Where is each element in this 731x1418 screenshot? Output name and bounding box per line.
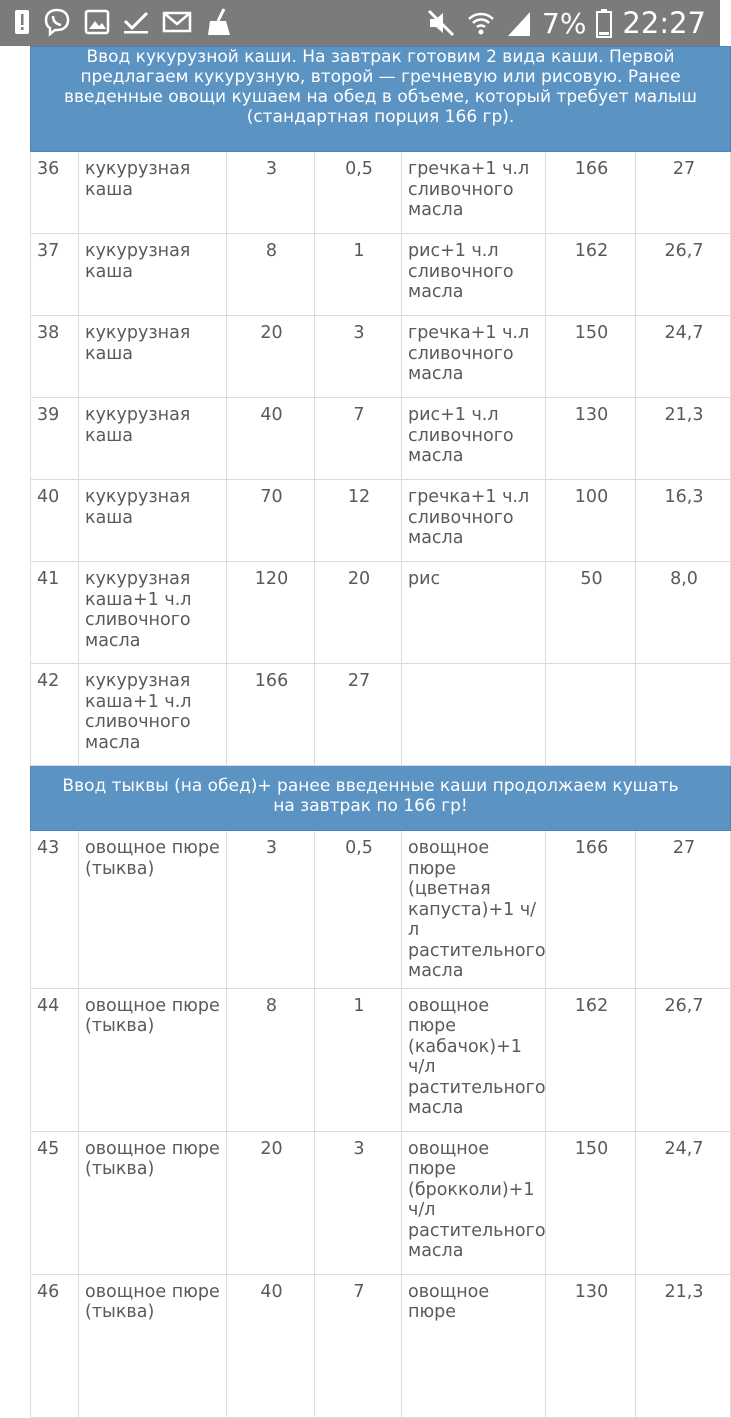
mail-icon	[162, 10, 192, 34]
day-cell: 39	[31, 398, 79, 480]
table-row	[31, 988, 731, 1131]
food-cell: кукурузная каша	[79, 480, 227, 562]
mute-icon	[426, 8, 456, 38]
day-cell: 38	[31, 316, 79, 398]
other-amount2-cell: 16,3	[636, 480, 731, 562]
battery-percent: 7%	[542, 6, 587, 40]
amount-cell: 8	[227, 988, 315, 1131]
food-cell: овощное пюре (тыква)	[79, 1274, 227, 1417]
other-food-cell: рис+1 ч.л сливочного масла	[402, 234, 546, 316]
other-amount-cell: 130	[546, 1274, 636, 1417]
table-row	[31, 1274, 731, 1417]
table-row	[31, 562, 731, 664]
day-cell: 40	[31, 480, 79, 562]
amount-cell: 20	[227, 316, 315, 398]
table-row	[31, 234, 731, 316]
other-food-cell: овощное пюре (цветная капуста)+1 ч/л растительного масла	[402, 831, 546, 989]
signal-icon	[506, 8, 532, 38]
table-row	[31, 316, 731, 398]
food-cell: кукурузная каша	[79, 398, 227, 480]
other-amount2-cell: 26,7	[636, 234, 731, 316]
amount-cell: 166	[227, 664, 315, 766]
alert-icon	[14, 8, 30, 36]
food-cell: кукурузная каша	[79, 316, 227, 398]
amount-cell: 20	[227, 1131, 315, 1274]
amount2-cell: 27	[315, 664, 402, 766]
other-food-cell: овощное пюре (кабачок)+1 ч/л растительного масла	[402, 988, 546, 1131]
other-amount-cell	[546, 664, 636, 766]
schedule-table	[30, 46, 731, 1418]
amount2-cell: 3	[315, 316, 402, 398]
amount2-cell: 0,5	[315, 152, 402, 234]
other-amount-cell: 150	[546, 316, 636, 398]
amount2-cell: 0,5	[315, 831, 402, 989]
food-cell: овощное пюре (тыква)	[79, 988, 227, 1131]
amount-cell: 8	[227, 234, 315, 316]
amount2-cell: 7	[315, 1274, 402, 1417]
clock: 22:27	[622, 6, 706, 40]
other-food-cell	[402, 664, 546, 766]
amount-cell: 40	[227, 1274, 315, 1417]
day-cell: 45	[31, 1131, 79, 1274]
table-row	[31, 152, 731, 234]
section-header: Ввод тыквы (на обед)+ ранее введенные каши продолжаем кушать на завтрак по 166 гр!	[31, 766, 731, 831]
amount2-cell: 3	[315, 1131, 402, 1274]
other-amount-cell: 150	[546, 1131, 636, 1274]
other-amount-cell: 166	[546, 831, 636, 989]
other-amount2-cell: 26,7	[636, 988, 731, 1131]
other-food-cell: гречка+1 ч.л сливочного масла	[402, 316, 546, 398]
status-bar	[0, 0, 720, 46]
food-cell: кукурузная каша+1 ч.л сливочного масла	[79, 664, 227, 766]
food-cell: овощное пюре (тыква)	[79, 1131, 227, 1274]
table-row	[31, 831, 731, 989]
amount-cell: 3	[227, 831, 315, 989]
day-cell: 36	[31, 152, 79, 234]
amount2-cell: 20	[315, 562, 402, 664]
day-cell: 42	[31, 664, 79, 766]
other-food-cell: рис+1 ч.л сливочного масла	[402, 398, 546, 480]
check-icon	[122, 9, 150, 35]
other-food-cell: овощное пюре	[402, 1274, 546, 1417]
other-amount-cell: 130	[546, 398, 636, 480]
cleaner-icon	[204, 7, 234, 37]
other-amount-cell: 50	[546, 562, 636, 664]
feeding-schedule-table	[30, 46, 720, 1322]
food-cell: кукурузная каша	[79, 152, 227, 234]
amount2-cell: 7	[315, 398, 402, 480]
amount2-cell: 12	[315, 480, 402, 562]
other-amount-cell: 100	[546, 480, 636, 562]
amount-cell: 3	[227, 152, 315, 234]
other-amount2-cell: 27	[636, 152, 731, 234]
table-row	[31, 664, 731, 766]
wifi-icon	[466, 8, 496, 38]
other-amount2-cell: 21,3	[636, 1274, 731, 1417]
amount2-cell: 1	[315, 234, 402, 316]
other-amount2-cell	[636, 664, 731, 766]
other-food-cell: гречка+1 ч.л сливочного масла	[402, 480, 546, 562]
food-cell: кукурузная каша+1 ч.л сливочного масла	[79, 562, 227, 664]
other-amount-cell: 166	[546, 152, 636, 234]
table-row	[31, 1131, 731, 1274]
other-amount-cell: 162	[546, 234, 636, 316]
viber-icon	[42, 7, 72, 37]
day-cell: 46	[31, 1274, 79, 1417]
other-amount2-cell: 24,7	[636, 316, 731, 398]
amount-cell: 40	[227, 398, 315, 480]
other-amount2-cell: 21,3	[636, 398, 731, 480]
table-row	[31, 480, 731, 562]
table-row	[31, 398, 731, 480]
food-cell: овощное пюре (тыква)	[79, 831, 227, 989]
section-header-row	[31, 47, 731, 152]
day-cell: 43	[31, 831, 79, 989]
day-cell: 41	[31, 562, 79, 664]
section-header: Ввод кукурузной каши. На завтрак готовим 2 вида каши. Первой предлагаем кукурузную, второй — гречневую или рисовую. Ранее введенные овощи кушаем на обед в объеме, который требует малыш (стандартная порция 166 гр).	[31, 47, 731, 152]
other-amount2-cell: 8,0	[636, 562, 731, 664]
amount-cell: 120	[227, 562, 315, 664]
battery-icon	[596, 8, 612, 38]
day-cell: 37	[31, 234, 79, 316]
amount2-cell: 1	[315, 988, 402, 1131]
amount-cell: 70	[227, 480, 315, 562]
other-food-cell: рис	[402, 562, 546, 664]
other-food-cell: овощное пюре (брокколи)+1 ч/л растительного масла	[402, 1131, 546, 1274]
other-food-cell: гречка+1 ч.л сливочного масла	[402, 152, 546, 234]
section-header-row	[31, 766, 731, 831]
other-amount2-cell: 27	[636, 831, 731, 989]
other-amount2-cell: 24,7	[636, 1131, 731, 1274]
food-cell: кукурузная каша	[79, 234, 227, 316]
other-amount-cell: 162	[546, 988, 636, 1131]
day-cell: 44	[31, 988, 79, 1131]
gallery-icon	[84, 9, 110, 35]
